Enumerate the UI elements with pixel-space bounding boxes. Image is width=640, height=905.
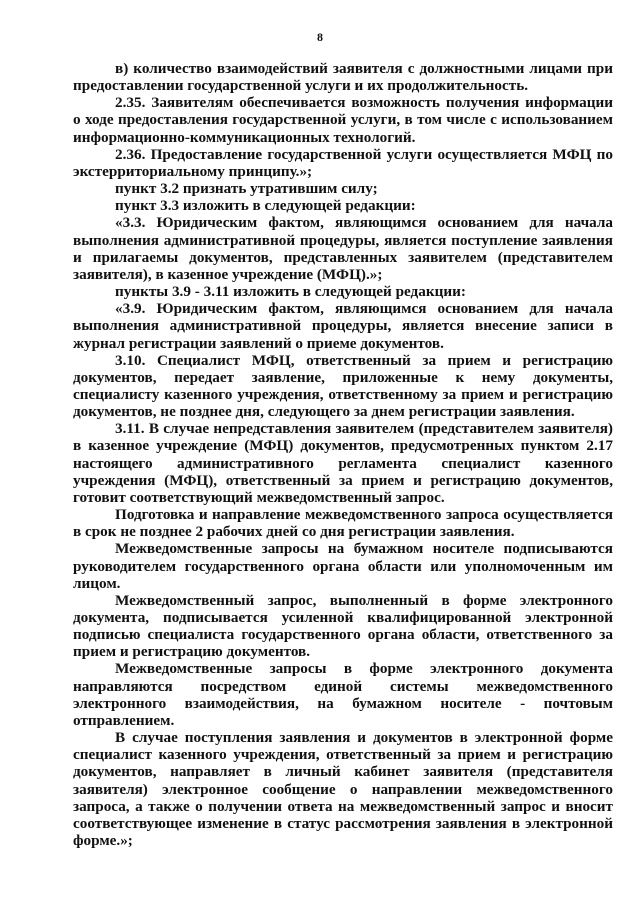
paragraph-request-preparation: Подготовка и направление межведомственного запроса осуществляется в срок не позднее 2 рабочих дней со дня регистрации заявления. bbox=[73, 506, 613, 541]
paragraph-item-v: в) количество взаимодействий заявителя с должностными лицами при предоставлении государственной услуги и их продолжительность. bbox=[73, 60, 613, 95]
paragraph-request-delivery: Межведомственные запросы в форме электронного документа направляются посредством единой системы межведомственного электронного взаимодействия, на бумажном носителе - почтовым отправлением. bbox=[73, 660, 613, 729]
paragraph-3-3: «3.3. Юридическим фактом, являющимся основанием для начала выполнения административной процедуры, является поступление заявления и прилагаемы документов, представленных заявителем (представителем заявителя), в казенное учреждение (МФЦ).»; bbox=[73, 214, 613, 283]
page-number: 8 bbox=[317, 30, 323, 44]
paragraph-amend-3-2: пункт 3.2 признать утратившим силу; bbox=[115, 180, 378, 198]
paragraph-2-35: 2.35. Заявителям обеспечивается возможность получения информации о ходе предоставления государственной услуги, в том числе с использованием информационно-коммуникационных технологий. bbox=[73, 94, 613, 146]
paragraph-3-11: 3.11. В случае непредставления заявителем (представителем заявителя) в казенное учреждение (МФЦ) документов, предусмотренных пунктом 2.17 настоящего административного регламента специалист казенного учреждения (МФЦ), ответственный за прием и регистрацию документов, готовит соответствующий межведомственный запрос. bbox=[73, 420, 613, 506]
document-body bbox=[73, 60, 613, 849]
paragraph-3-9: «3.9. Юридическим фактом, являющимся основанием для начала выполнения административной процедуры, является внесение записи в журнал регистрации заявлений о приеме документов. bbox=[73, 300, 613, 352]
paragraph-electronic-notification: В случае поступления заявления и документов в электронной форме специалист казенного учреждения, ответственный за прием и регистрацию документов, направляет в личный кабинет заявителя (представителя заявителя) электронное сообщение о направлении межведомственного запроса, а также о получении ответа на межведомственный запрос и вносит соответствующее изменение в статус рассмотрения заявления в электронной форме.»; bbox=[73, 729, 613, 850]
paragraph-amend-3-3: пункт 3.3 изложить в следующей редакции: bbox=[115, 197, 416, 215]
paragraph-electronic-request-signature: Межведомственный запрос, выполненный в форме электронного документа, подписывается усиленной квалифицированной электронной подписью специалиста государственного органа области, ответственного за прием и регистрацию документов. bbox=[73, 591, 613, 661]
paragraph-amend-3-9-3-11: пункты 3.9 - 3.11 изложить в следующей редакции: bbox=[115, 283, 466, 301]
paragraph-paper-requests: Межведомственные запросы на бумажном носителе подписываются руководителем государственного органа области или уполномоченным им лицом. bbox=[73, 540, 613, 592]
paragraph-3-10: 3.10. Специалист МФЦ, ответственный за прием и регистрацию документов, передает заявление, приложенные к нему документы, специалисту казенного учреждения, ответственному за прием и регистрацию документов, не позднее дня, следующего за днем регистрации заявления. bbox=[73, 351, 613, 421]
paragraph-2-36: 2.36. Предоставление государственной услуги осуществляется МФЦ по экстерриториальному принципу.»; bbox=[73, 145, 613, 180]
